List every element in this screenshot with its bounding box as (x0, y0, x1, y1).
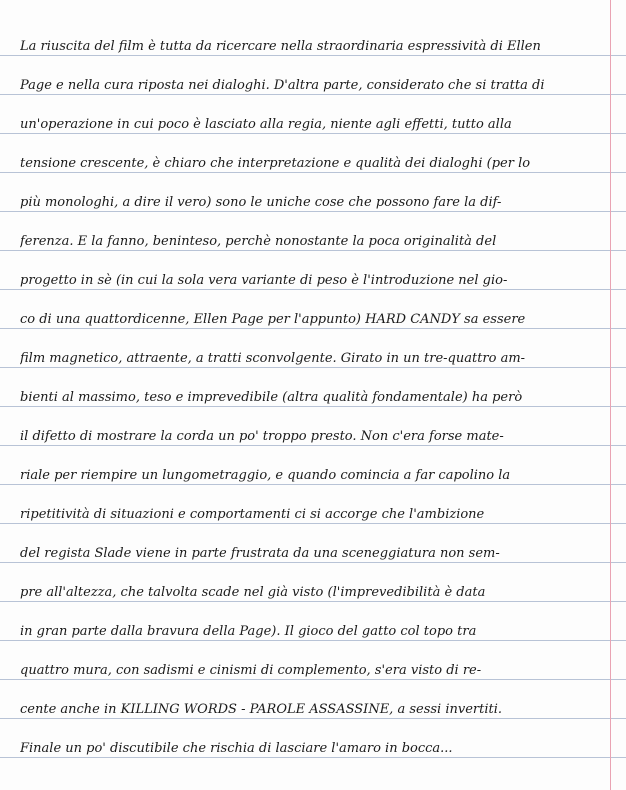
text-line: Finale un po' discutibile che rischia di lasciare l'amaro in bocca... (20, 741, 453, 756)
text-line: La riuscita del film è tutta da ricercare nella straordinaria espressività di Ellen (20, 39, 541, 54)
text-line: più monologhi, a dire il vero) sono le uniche cose che possono fare la dif- (20, 195, 502, 210)
ruled-line (0, 562, 626, 563)
ruled-line (0, 406, 626, 407)
text-line: in gran parte dalla bravura della Page). Il gioco del gatto col topo tra (20, 624, 477, 639)
text-line: cente anche in KILLING WORDS - PAROLE ASSASSINE, a sessi invertiti. (20, 702, 503, 717)
text-line: film magnetico, attraente, a tratti sconvolgente. Girato in un tre-quattro am- (20, 351, 526, 366)
text-line: il difetto di mostrare la corda un po' troppo presto. Non c'era forse mate- (20, 429, 504, 444)
text-line: quattro mura, con sadismi e cinismi di complemento, s'era visto di re- (20, 663, 482, 678)
text-line: co di una quattordicenne, Ellen Page per l'appunto) HARD CANDY sa essere (20, 312, 526, 327)
text-line: riale per riempire un lungometraggio, e quando comincia a far capolino la (20, 468, 511, 483)
ruled-line (0, 250, 626, 251)
text-line: ferenza. E la fanno, beninteso, perchè nonostante la poca originalità del (20, 234, 497, 249)
ruled-line (0, 289, 626, 290)
ruled-line (0, 523, 626, 524)
ruled-line (0, 679, 626, 680)
text-line: un'operazione in cui poco è lasciato alla regia, niente agli effetti, tutto alla (20, 117, 512, 132)
ruled-line (0, 172, 626, 173)
text-line: bienti al massimo, teso e imprevedibile (altra qualità fondamentale) ha però (20, 390, 523, 405)
text-line: tensione crescente, è chiaro che interpretazione e qualità dei dialoghi (per lo (20, 156, 531, 171)
text-line: Page e nella cura riposta nei dialoghi. D'altra parte, considerato che si tratta di (20, 78, 545, 93)
ruled-line (0, 211, 626, 212)
ruled-line (0, 94, 626, 95)
ruled-line (0, 55, 626, 56)
ruled-line (0, 601, 626, 602)
ruled-line (0, 367, 626, 368)
ruled-line (0, 718, 626, 719)
ruled-line (0, 133, 626, 134)
text-line: progetto in sè (in cui la sola vera variante di peso è l'introduzione nel gio- (20, 273, 508, 288)
text-line: ripetitività di situazioni e comportamenti ci si accorge che l'ambizione (20, 507, 485, 522)
ruled-line (0, 445, 626, 446)
ruled-line (0, 757, 626, 758)
text-line: del regista Slade viene in parte frustrata da una sceneggiatura non sem- (20, 546, 500, 561)
ruled-line (0, 328, 626, 329)
ruled-line (0, 484, 626, 485)
ruled-line (0, 640, 626, 641)
margin-line (610, 0, 611, 790)
text-line: pre all'altezza, che talvolta scade nel già visto (l'imprevedibilità è data (20, 585, 486, 600)
